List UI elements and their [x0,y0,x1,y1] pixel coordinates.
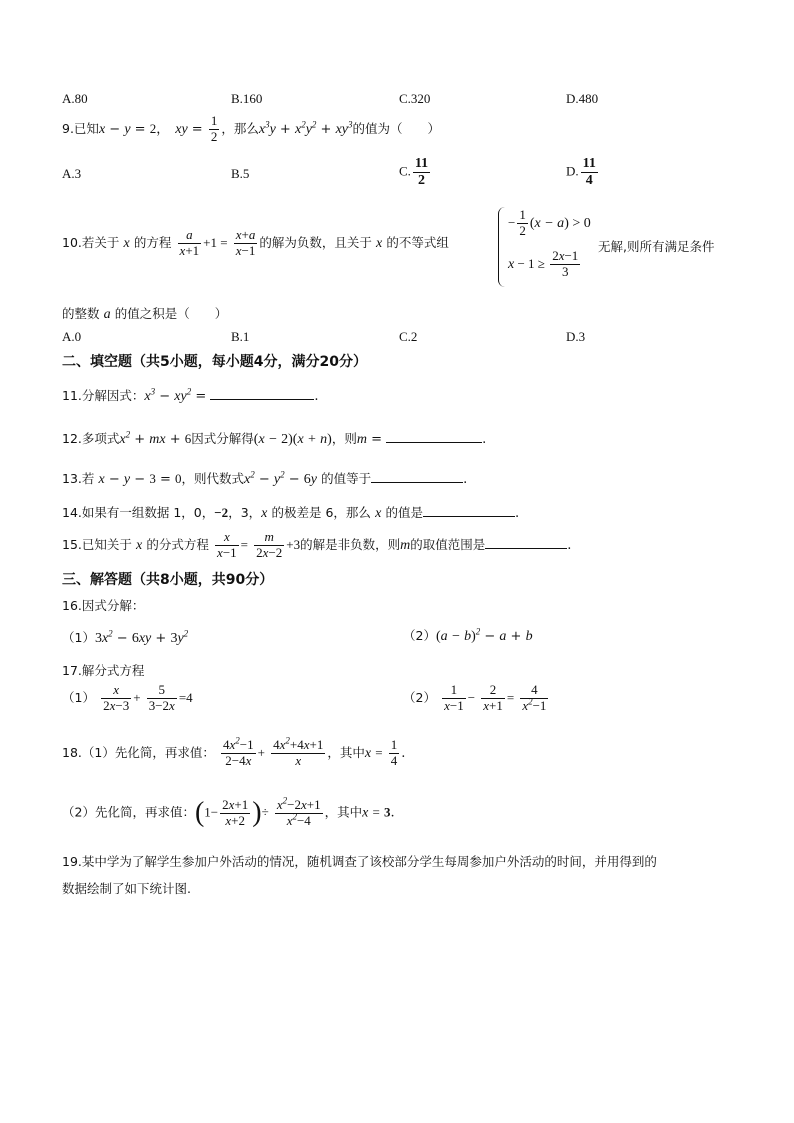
answer-blank-13[interactable] [371,470,463,483]
question-17-title: 17.解分式方程 [62,663,145,678]
inequality-2: x − 1 ≥ $\frac{2x-1}{3}$ [508,248,579,279]
inequality-brace [498,207,506,287]
question-10-line2: 的整数 a 的值之积是（ ） [62,306,228,322]
q10-option-d: D.3 [566,329,586,344]
question-19-line-2: 数据绘制了如下统计图. [62,881,191,896]
q10-option-b: B.1 [231,329,250,344]
question-16-part-1: $(1)3x^2 - 6xy + 3y^2$ [62,628,189,646]
q10-option-c: C.2 [399,329,418,344]
answer-blank-11[interactable] [210,387,314,400]
question-14: 14.如果有一组数据 1，0，−2，3，x 的极差是 6，那么 x 的值是 . [62,505,520,521]
q9-option-b: B.5 [231,166,250,181]
q8-option-b: B.160 [231,91,263,106]
q9-option-d: D. $\frac{11}{4}$ [566,156,596,189]
question-9: 9.已知x − y = 2， xy = $\frac{1}{2}$ ，那么$x^3y + x^2y^2 + xy^3$的值为（ ） [62,113,441,144]
question-12: 12.多项式$x^2$ + mx + 6因式分解得(x − 2)(x + n)，则m = . [62,429,487,447]
q9-option-a: A.3 [62,166,82,181]
q9-option-c: C. $\frac{11}{2}$ [399,156,429,189]
answer-blank-15[interactable] [485,536,567,549]
q10-option-a: A.0 [62,329,82,344]
answer-blank-14[interactable] [423,504,515,517]
q8-option-d: D.480 [566,91,599,106]
question-13: 13.若 x − y − 3 = 0，则代数式$x^2 - y^2 - 6y$ 的值等于 . [62,469,468,487]
q8-option-c: C.320 [399,91,431,106]
inequality-1: − $\frac{1}{2}$ (x − a) > 0 [508,207,591,238]
question-10-tail: 无解,则所有满足条件 [598,239,715,254]
question-18-part-2: （2）先化简，再求值：(1− $\frac{2x+1}{x+2}$ )÷ $\frac{x^2-2x+1}{x^2-4}$ ，其中x = 3. [62,795,395,828]
question-18-part-1: 18.（1）先化简，再求值： $\frac{4x^2-1}{2-4x}$ + $\frac{4x^2+4x+1}{x}$ ，其中x = $\frac{1}{4}$ . [62,735,406,768]
question-16-title: 16.因式分解： [62,598,145,613]
question-17-part-2: （2） $\frac{1}{x-1}$ − $\frac{2}{x+1}$ = $\frac{4}{x^2-1}$ [403,682,547,713]
question-19-line-1: 19.某中学为了解学生参加户外活动的情况，随机调查了该校部分学生每周参加户外活动的时间，并用得到的 [62,854,657,869]
question-10: 10.若关于 x 的方程 $\frac{a}{x+1}$ +1 = $\frac{x+a}{x-1}$ 的解为负数，且关于 x 的不等式组 [62,227,449,258]
question-16-part-2: $(2)(a - b)^2 - a + b$ [403,626,533,644]
question-11: 11.分解因式：$x^3 - xy^2$ = . [62,386,319,404]
section-2-heading: 二、填空题（共5小题，每小题4分，满分20分） [62,354,367,370]
question-15: 15.已知关于 x 的分式方程 $\frac{x}{x-1}$ = $\frac{m}{2x-2}$ +3的解是非负数，则m的取值范围是 . [62,529,572,560]
answer-blank-12[interactable] [386,430,482,443]
q8-option-a: A.80 [62,91,88,106]
section-3-heading: 三、解答题（共8小题，共90分） [62,572,274,588]
question-17-part-1: （1） $\frac{x}{2x-3}$ + $\frac{5}{3-2x}$ =4 [62,682,193,713]
